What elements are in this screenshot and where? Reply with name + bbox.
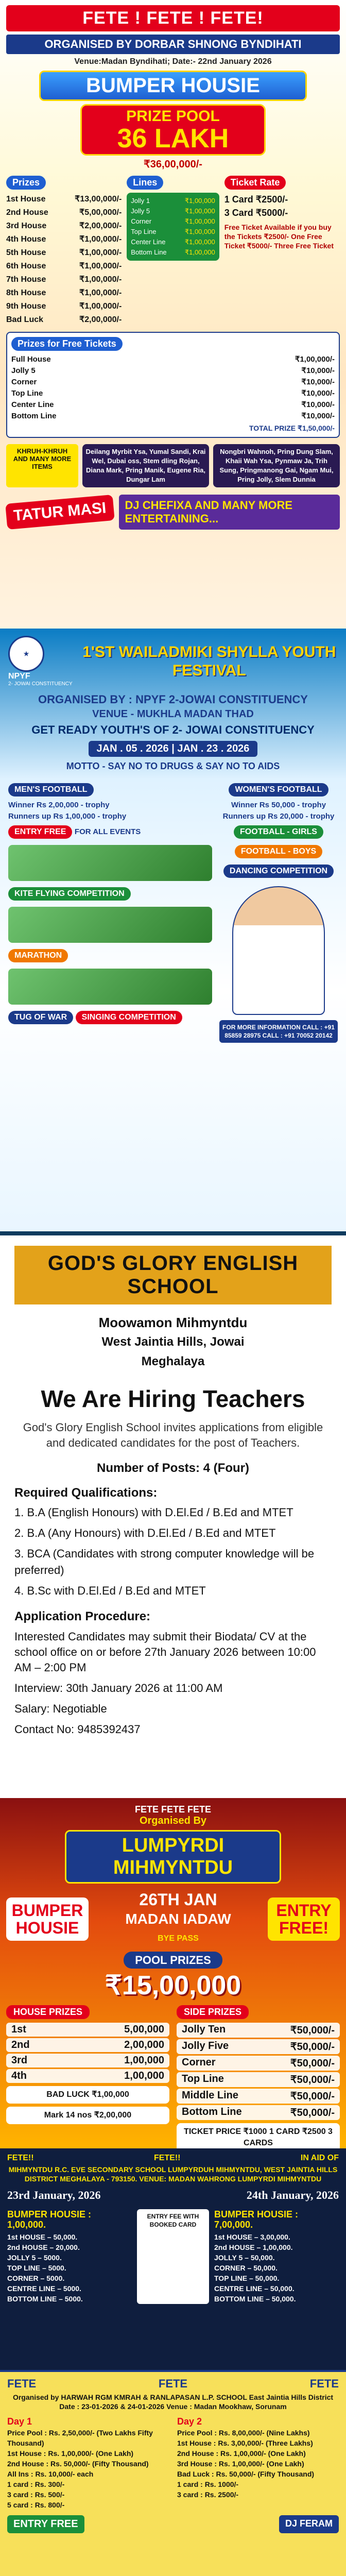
venue-text: Venue:Madan Byndihati bbox=[74, 57, 167, 66]
day2-heading: Day 2 bbox=[177, 2416, 202, 2427]
lines-list bbox=[127, 193, 219, 261]
day1-prize-line: Price Pool : Rs. 2,50,000/- (Two Lakhs Fifty Thousand) bbox=[7, 2429, 153, 2447]
day1-heading: BUMPER HOUSIE : 1,00,000. bbox=[7, 2209, 92, 2230]
house-prize-label: 3rd bbox=[11, 2055, 28, 2066]
lines-column bbox=[127, 176, 219, 327]
free-prize-row bbox=[11, 354, 335, 365]
day2-prize-line: TOP LINE – 50,000. bbox=[214, 2274, 280, 2282]
day1-prize-line: JOLLY 5 – 5000. bbox=[7, 2253, 62, 2262]
day1-prize-line: All Ins : Rs. 10,000/- each bbox=[7, 2470, 94, 2478]
mens-winner: Winner Rs 2,00,000 - trophy bbox=[8, 801, 110, 809]
line-prize-label: Top Line bbox=[131, 228, 157, 235]
poster-bumper-housie-byndihati bbox=[0, 0, 346, 629]
free-prize-value: ₹10,000/- bbox=[301, 412, 335, 420]
qualification-3: 3. BCA (Candidates with strong computer knowledge will be preferred) bbox=[14, 1547, 315, 1577]
header-mid: FETE bbox=[158, 2377, 188, 2390]
mens-football-pill: MEN'S FOOTBALL bbox=[8, 783, 94, 796]
dj-line: DJ CHEFIXA AND MANY MORE ENTERTAINING... bbox=[119, 495, 340, 530]
fete-banner: FETE ! FETE ! FETE! bbox=[6, 5, 340, 31]
prize-pool-label: PRIZE POOL bbox=[126, 108, 220, 125]
line-prize-row bbox=[131, 247, 215, 258]
womens-runner: Runners up Rs 20,000 - trophy bbox=[222, 812, 335, 821]
day1-prize-line: TOP LINE – 5000. bbox=[7, 2264, 66, 2272]
day2-prize-line: CENTRE LINE – 50,000. bbox=[214, 2284, 295, 2293]
house-prize-list bbox=[6, 193, 122, 327]
day2-prize-line: JOLLY 5 – 50,000. bbox=[214, 2253, 275, 2262]
day1-column bbox=[7, 2416, 169, 2510]
free-prize-value: ₹10,000/- bbox=[301, 389, 335, 398]
house-prize-row bbox=[6, 2054, 169, 2067]
pool-prizes-text: POOL PRIZES bbox=[124, 1952, 222, 1969]
house-prize-label: 5th House bbox=[6, 248, 46, 257]
poster-mihmyntdu-school-fete bbox=[0, 2148, 346, 2370]
house-prize-value: 1,00,000 bbox=[124, 2055, 164, 2066]
day2-column bbox=[177, 2416, 339, 2510]
side-prize-value: ₹50,000/- bbox=[290, 2074, 335, 2086]
qualification-1: 1. B.A (English Honours) with D.El.Ed / B.Ed and MTET bbox=[14, 1506, 293, 1519]
header-left: FETE bbox=[7, 2377, 37, 2390]
house-prize-row bbox=[6, 313, 122, 327]
house-prize-row bbox=[6, 2069, 169, 2083]
day1-prize-line: 2nd HOUSE – 20,000. bbox=[7, 2243, 80, 2251]
attraction-row bbox=[6, 495, 340, 530]
school-address-2: West Jaintia Hills, Jowai bbox=[101, 1335, 245, 1349]
line-prize-label: Jolly 1 bbox=[131, 197, 150, 205]
school-organiser: MIHMYNTDU R.C. EVE SECONDARY SCHOOL LUMPYRDUH MIHMYNTDU, WEST JAINTIA HILLS DISTRICT MEGHALAYA - 793150. VENUE: MADAN WAHRONG LUMPYRDI MIHMYNTDU bbox=[8, 2165, 338, 2183]
entry-free-badge: ENTRY FREE bbox=[7, 2515, 84, 2533]
free-total: TOTAL PRIZE ₹1,50,000/- bbox=[249, 424, 335, 432]
festival-dates bbox=[8, 741, 338, 757]
poster-hiring-teachers bbox=[0, 1231, 346, 1798]
line-prize-label: Corner bbox=[131, 217, 152, 225]
qualifications-heading: Required Qualifications: bbox=[14, 1486, 158, 1500]
house-prize-row bbox=[6, 193, 122, 206]
tatur-masi-label: TATUR MASI bbox=[5, 495, 114, 530]
prize-grid bbox=[6, 176, 340, 327]
mark-box: Mark 14 nos ₹2,00,000 bbox=[6, 2107, 169, 2124]
prize-pool-amount: ₹36,00,000/- bbox=[144, 159, 202, 170]
free-prize-label: Corner bbox=[11, 378, 37, 386]
side-prize-row bbox=[177, 2105, 340, 2120]
side-prize-list bbox=[177, 2023, 340, 2120]
house-prize-row bbox=[6, 260, 122, 273]
day2-prize-line: 2nd HOUSE – 1,00,000. bbox=[214, 2243, 293, 2251]
contact-text: Contact No: 9485392437 bbox=[14, 1723, 141, 1736]
free-prizes-title: Prizes for Free Tickets bbox=[11, 337, 123, 351]
npyf-logo-block bbox=[8, 636, 73, 687]
header-right: FETE bbox=[309, 2377, 339, 2390]
house-prize-label: 1st House bbox=[6, 195, 46, 204]
day2-lines bbox=[214, 2232, 339, 2304]
line-prize-label: Jolly 5 bbox=[131, 207, 150, 215]
qualification-2: 2. B.A (Any Honours) with D.El.Ed / B.Ed and MTET bbox=[14, 1527, 276, 1539]
ticket-rate-line: 1 Card ₹2500/- bbox=[224, 194, 288, 205]
side-prize-value: ₹50,000/- bbox=[290, 2091, 335, 2102]
free-prize-row bbox=[11, 377, 335, 388]
free-prize-row bbox=[11, 411, 335, 422]
application-text: Interested Candidates may submit their Biodata/ CV at the school office on or before 27th January 2026 between 10:00 AM – 2:00 PM bbox=[14, 1630, 316, 1674]
house-prizes bbox=[6, 2005, 169, 2148]
house-prize-value: ₹13,00,000/- bbox=[75, 195, 122, 204]
fete-header bbox=[7, 2154, 339, 2163]
house-prizes-label: HOUSE PRIZES bbox=[6, 2005, 90, 2019]
prize-pool-lakh: 36 LAKH bbox=[117, 124, 229, 154]
kite-image bbox=[8, 845, 212, 881]
day2-prize-line: 3rd House : Rs. 1,00,000/- (One Lakh) bbox=[177, 2460, 304, 2468]
house-prize-value: ₹1,00,000/- bbox=[79, 275, 122, 284]
side-prize-value: ₹50,000/- bbox=[290, 2107, 335, 2119]
side-prize-row bbox=[177, 2039, 340, 2054]
day1-prize-line: 2nd House : Rs. 50,000/- (Fifty Thousand) bbox=[7, 2460, 149, 2468]
day1-prize-line: CORNER – 5000. bbox=[7, 2274, 65, 2282]
house-prize-row bbox=[6, 2038, 169, 2052]
house-prize-value: ₹2,00,000/- bbox=[79, 315, 122, 324]
mens-runner: Runners up Rs 1,00,000 - trophy bbox=[8, 812, 127, 821]
poster-lumpyrdi-housie bbox=[0, 1798, 346, 2148]
house-prize-value: 5,00,000 bbox=[124, 2024, 164, 2035]
free-prize-value: ₹10,000/- bbox=[301, 366, 335, 375]
artist-list-1: Deilang Myrbit Ysa, Yumal Sandi, Krai Wel, Dubai oss, Stem dling Rojan, Diana Mark, Pring Manik, Eugene Ria, Dungar Lam bbox=[82, 444, 209, 487]
side-prizes bbox=[177, 2005, 340, 2148]
tug-image bbox=[8, 969, 212, 1005]
house-prize-row bbox=[6, 219, 122, 233]
house-prize-label: 4th House bbox=[6, 235, 46, 244]
ticket-column bbox=[224, 176, 340, 327]
days-columns bbox=[7, 2416, 339, 2510]
house-prize-label: 8th House bbox=[6, 289, 46, 297]
fete-header: FETE FETE FETE bbox=[134, 1804, 211, 1815]
prize-columns bbox=[6, 2005, 340, 2148]
football-boys-pill: FOOTBALL - BOYS bbox=[235, 845, 322, 858]
prize-columns bbox=[7, 2209, 339, 2304]
free-prize-value: ₹1,00,000/- bbox=[295, 355, 335, 364]
header-left: FETE!! bbox=[7, 2154, 34, 2162]
house-prize-label: 2nd bbox=[11, 2039, 30, 2050]
free-prize-row bbox=[11, 399, 335, 411]
event-date bbox=[94, 1890, 263, 1948]
ticket-rates bbox=[224, 193, 340, 219]
dj-badge: DJ FERAM bbox=[279, 2515, 339, 2533]
day1-prize-line: 3 card : Rs. 500/- bbox=[7, 2490, 65, 2499]
school-address-1: Moowamon Mihmyntdu bbox=[98, 1315, 248, 1330]
free-prize-label: Bottom Line bbox=[11, 412, 57, 420]
free-ticket-note: Free Ticket Available if you buy the Tickets ₹2500/- One Free Ticket ₹5000/- Three Free Ticket bbox=[224, 223, 334, 250]
entry-free-pill: ENTRY FREE bbox=[8, 825, 72, 839]
line-prize-value: ₹1,00,000 bbox=[184, 197, 215, 205]
festival-dates-text: JAN . 05 . 2026 | JAN . 23 . 2026 bbox=[89, 741, 258, 757]
events-left bbox=[8, 780, 212, 1043]
day2-prize-line: Price Pool : Rs. 8,00,000/- (Nine Lakhs) bbox=[177, 2429, 310, 2437]
day1-prize-line: 1st HOUSE – 50,000. bbox=[7, 2233, 78, 2241]
day1-heading: Day 1 bbox=[7, 2416, 32, 2427]
house-prize-row bbox=[6, 300, 122, 313]
singing-pill: SINGING COMPETITION bbox=[76, 1011, 182, 1024]
line-prize-value: ₹1,00,000 bbox=[184, 228, 215, 235]
khruh-items: KHRUH-KHRUH AND MANY MORE ITEMS bbox=[6, 444, 78, 487]
free-prize-label: Full House bbox=[11, 355, 51, 364]
free-prize-label: Center Line bbox=[11, 400, 54, 409]
hiring-intro: God's Glory English School invites applications from eligible and dedicated candidates for the post of Teachers. bbox=[23, 1421, 323, 1449]
side-prize-label: Jolly Ten bbox=[182, 2024, 226, 2035]
application-heading: Application Procedure: bbox=[14, 1609, 151, 1623]
side-prize-row bbox=[177, 2056, 340, 2071]
house-prize-label: Bad Luck bbox=[6, 315, 44, 324]
hiring-heading: We Are Hiring Teachers bbox=[41, 1385, 305, 1412]
house-prize-label: 3rd House bbox=[6, 222, 47, 230]
festival-motto: MOTTO - SAY NO TO DRUGS & SAY NO TO AIDS bbox=[66, 761, 280, 771]
day2-heading: BUMPER HOUSIE : 7,00,000. bbox=[214, 2209, 299, 2230]
ticket-price-box: TICKET PRICE ₹1000 1 CARD ₹2500 3 CARDS bbox=[177, 2123, 340, 2148]
house-prize-value: ₹1,00,000/- bbox=[79, 289, 122, 297]
qualification-4: 4. B.Sc with D.El.Ed / B.Ed and MTET bbox=[14, 1584, 206, 1597]
festival-contact: FOR MORE INFORMATION CALL : +91 85859 28975 CALL : +91 70052 20142 bbox=[219, 1020, 338, 1043]
lines-tag: Lines bbox=[127, 176, 163, 190]
number-of-posts: Number of Posts: 4 (Four) bbox=[96, 1461, 249, 1475]
pool-prizes-value: ₹15,00,000 bbox=[105, 1971, 241, 2001]
lumpyrdi-title: LUMPYRDI MIHMYNTDU bbox=[65, 1830, 281, 1884]
free-ticket-prizes bbox=[6, 332, 340, 438]
house-prize-value: ₹1,00,000/- bbox=[79, 248, 122, 257]
salary-text: Salary: Negotiable bbox=[14, 1702, 107, 1715]
date-left: 23rd January, 2026 bbox=[7, 2189, 101, 2201]
line-prize-row bbox=[131, 216, 215, 227]
festival-organiser: ORGANISED BY : NPYF 2-JOWAI CONSTITUENCY bbox=[38, 693, 308, 706]
house-prize-value: ₹1,00,000/- bbox=[79, 235, 122, 244]
side-prize-row bbox=[177, 2089, 340, 2104]
venue-date-line: Venue:Madan Byndihati; Date:- 22nd January 2026 bbox=[74, 57, 272, 66]
day2-lines bbox=[177, 2428, 339, 2500]
day1-prize-line: 5 card : Rs. 800/- bbox=[7, 2501, 65, 2509]
day1-lines bbox=[7, 2232, 132, 2304]
side-prize-row bbox=[177, 2072, 340, 2087]
date-text: Date:- 22nd January 2026 bbox=[172, 57, 272, 66]
prize-pool-badge bbox=[80, 104, 266, 156]
event-date-venue: MADAN IADAW bbox=[125, 1911, 231, 1927]
entry-fee-box: ENTRY FEE WITH BOOKED CARD bbox=[137, 2209, 209, 2304]
side-prize-value: ₹50,000/- bbox=[290, 2041, 335, 2053]
free-prize-value: ₹10,000/- bbox=[301, 378, 335, 386]
house-prize-label: 1st bbox=[11, 2024, 26, 2035]
house-prize-row bbox=[6, 2023, 169, 2037]
events-right bbox=[219, 780, 338, 1043]
marathon-image bbox=[8, 907, 212, 943]
day2-prize-line: 1 card : Rs. 1000/- bbox=[177, 2480, 239, 2488]
school-address-3: Meghalaya bbox=[141, 1354, 205, 1368]
organiser-info: Organised by HARWAH RGM KMRAH & RANLAPASAN L.P. SCHOOL East Jaintia Hills District Date : 23-01-2026 & 24-01-2026 Venue : Madan Mookhaw, Sorunam bbox=[12, 2393, 334, 2411]
ticket-rate-tag: Ticket Rate bbox=[224, 176, 286, 190]
house-prize-label: 2nd House bbox=[6, 208, 48, 217]
line-prize-row bbox=[131, 196, 215, 206]
line-prize-label: Bottom Line bbox=[131, 248, 167, 256]
festival-venue: VENUE - MUKHLA MADAN THAD bbox=[92, 708, 254, 720]
house-prize-row bbox=[6, 206, 122, 219]
day1-prize-line: 1st House : Rs. 1,00,000/- (One Lakh) bbox=[7, 2449, 134, 2458]
line-prize-value: ₹1,00,000 bbox=[184, 207, 215, 215]
poster-youth-festival bbox=[0, 629, 346, 1231]
house-prize-value: 1,00,000 bbox=[124, 2070, 164, 2081]
artist-list-2: Nongbri Wahnoh, Pring Dung Slam, Khaii Wah Ysa, Pynmaw Ja, Trih Sung, Pringmanong Gai, Ngam Mui, Pring Jolly, Slem Dunnia bbox=[213, 444, 340, 487]
house-prizes-column bbox=[6, 176, 122, 327]
womens-football-pill: WOMEN'S FOOTBALL bbox=[229, 783, 328, 796]
house-prize-label: 6th House bbox=[6, 262, 46, 270]
house-prize-value: ₹5,00,000/- bbox=[79, 208, 122, 217]
house-prize-row bbox=[6, 233, 122, 246]
entry-free-badge: ENTRY FREE! bbox=[268, 1897, 340, 1941]
day1-lines bbox=[7, 2428, 169, 2510]
date-entry-row bbox=[6, 1890, 340, 1948]
line-prize-value: ₹1,00,000 bbox=[184, 217, 215, 225]
festival-events bbox=[8, 780, 338, 1043]
line-prize-row bbox=[131, 227, 215, 237]
event-dates bbox=[7, 2189, 339, 2202]
pool-prizes-label bbox=[6, 1954, 340, 1967]
day2-prize-line: Bad Luck : Rs. 50,000/- (Fifty Thousand) bbox=[177, 2470, 315, 2478]
bumper-housie-badge: BUMPER HOUSIE bbox=[6, 1897, 89, 1941]
festival-ready-line: GET READY YOUTH'S OF 2- JOWAI CONSTITUENCY bbox=[31, 723, 315, 736]
organised-by: Organised By bbox=[139, 1815, 207, 1826]
free-prize-row bbox=[11, 388, 335, 399]
house-prize-label: 4th bbox=[11, 2070, 27, 2081]
npyf-logo-icon: ★ bbox=[8, 636, 44, 672]
house-prize-value: ₹1,00,000/- bbox=[79, 302, 122, 311]
marathon-pill: MARATHON bbox=[8, 949, 68, 962]
day2-prize-line: 2nd House : Rs. 1,00,000/- (One Lakh) bbox=[177, 2449, 306, 2458]
side-prize-label: Bottom Line bbox=[182, 2106, 242, 2117]
side-prizes-label: SIDE PRIZES bbox=[177, 2005, 249, 2019]
line-prize-row bbox=[131, 237, 215, 247]
festival-title: 1'ST WAILADMIKI SHYLLA YOUTH FESTIVAL bbox=[82, 643, 336, 679]
entry-free-row bbox=[8, 822, 212, 842]
day1-prize-line: 1 card : Rs. 300/- bbox=[7, 2480, 65, 2488]
house-prize-row bbox=[6, 246, 122, 260]
side-prize-value: ₹50,000/- bbox=[290, 2058, 335, 2069]
day1-prize-line: CENTRE LINE – 5000. bbox=[7, 2284, 81, 2293]
dance-pill: DANCING COMPETITION bbox=[223, 865, 334, 878]
free-prize-label: Top Line bbox=[11, 389, 43, 398]
prizes-tag: Prizes bbox=[6, 176, 46, 190]
line-prize-value: ₹1,00,000 bbox=[184, 248, 215, 256]
side-prize-label: Middle Line bbox=[182, 2090, 238, 2101]
npyf-label: NPYF bbox=[8, 672, 30, 681]
football-girls-pill: FOOTBALL - GIRLS bbox=[234, 825, 323, 839]
event-date-day: 26TH JAN bbox=[139, 1890, 217, 1909]
festival-header bbox=[8, 636, 338, 687]
house-prize-label: 9th House bbox=[6, 302, 46, 311]
house-prize-label: 7th House bbox=[6, 275, 46, 284]
school-name-banner: GOD'S GLORY ENGLISH SCHOOL bbox=[14, 1246, 332, 1304]
house-prize-row bbox=[6, 273, 122, 286]
house-prize-list bbox=[6, 2023, 169, 2083]
side-prize-value: ₹50,000/- bbox=[290, 2025, 335, 2036]
day2-prize-line: 1st HOUSE – 3,00,000. bbox=[214, 2233, 290, 2241]
house-prize-value: ₹1,00,000/- bbox=[79, 262, 122, 270]
leader-portrait bbox=[232, 886, 325, 1015]
free-prize-list bbox=[11, 354, 335, 422]
for-all-events: FOR ALL EVENTS bbox=[74, 827, 141, 836]
date-right: 24th January, 2026 bbox=[246, 2189, 339, 2201]
event-date-sub: BYE PASS bbox=[158, 1934, 199, 1943]
free-prize-label: Jolly 5 bbox=[11, 366, 36, 375]
tug-pill: TUG OF WAR bbox=[8, 1011, 73, 1024]
free-prize-value: ₹10,000/- bbox=[301, 400, 335, 409]
side-prize-label: Top Line bbox=[182, 2073, 224, 2084]
day1-prizes bbox=[7, 2209, 132, 2304]
bumper-housie-title: BUMPER HOUSIE bbox=[39, 71, 307, 101]
house-prize-value: 2,00,000 bbox=[124, 2039, 164, 2050]
organiser-banner: ORGANISED BY DORBAR SHNONG BYNDIHATI bbox=[6, 35, 340, 54]
line-prize-row bbox=[131, 206, 215, 216]
line-prize-label: Center Line bbox=[131, 238, 166, 246]
womens-winner: Winner Rs 50,000 - trophy bbox=[231, 801, 326, 809]
day2-prize-line: BOTTOM LINE – 50,000. bbox=[214, 2295, 296, 2303]
line-prize-value: ₹1,00,000 bbox=[184, 238, 215, 246]
day2-prize-line: 1st House : Rs. 3,00,000/- (Three Lakhs) bbox=[177, 2439, 313, 2447]
fete-header bbox=[7, 2377, 339, 2391]
header-right: IN AID OF bbox=[300, 2154, 339, 2162]
side-prize-label: Corner bbox=[182, 2057, 216, 2068]
house-prize-row bbox=[6, 286, 122, 300]
house-prize-value: ₹2,00,000/- bbox=[79, 222, 122, 230]
artists-section bbox=[6, 444, 340, 487]
npyf-sub: 2- JOWAI CONSTITUENCY bbox=[8, 681, 73, 687]
side-prize-label: Jolly Five bbox=[182, 2040, 229, 2052]
day1-prize-line: BOTTOM LINE – 5000. bbox=[7, 2295, 83, 2303]
day2-prize-line: CORNER – 50,000. bbox=[214, 2264, 278, 2272]
free-prize-row bbox=[11, 365, 335, 377]
interview-text: Interview: 30th January 2026 at 11:00 AM bbox=[14, 1682, 223, 1694]
bottom-row bbox=[7, 2515, 339, 2533]
poster-harwah-fete bbox=[0, 2370, 346, 2576]
ticket-rate-line: 3 Card ₹5000/- bbox=[224, 208, 288, 218]
day2-prize-line: 3 card : Rs. 2500/- bbox=[177, 2490, 239, 2499]
day2-prizes bbox=[214, 2209, 339, 2304]
side-prize-row bbox=[177, 2023, 340, 2038]
bad-luck-box: BAD LUCK ₹1,00,000 bbox=[6, 2086, 169, 2104]
header-mid: FETE!! bbox=[153, 2154, 181, 2162]
kite-pill: KITE FLYING COMPETITION bbox=[8, 887, 131, 901]
